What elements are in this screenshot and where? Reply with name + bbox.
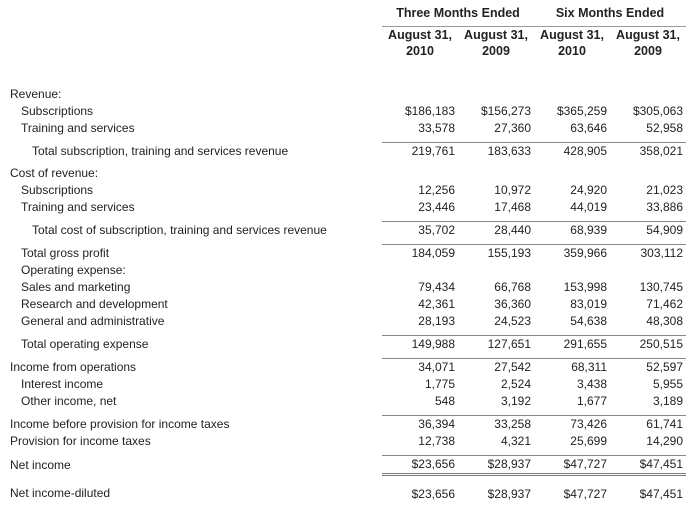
row-label: Total operating expense bbox=[21, 337, 149, 351]
col-header-year: 2009 bbox=[634, 44, 662, 58]
cell-value: $365,259 bbox=[556, 104, 607, 118]
row-label: Provision for income taxes bbox=[10, 434, 151, 449]
cell-value: 359,966 bbox=[534, 245, 610, 263]
cell-value: 3,189 bbox=[652, 394, 683, 408]
total-row bbox=[10, 416, 686, 434]
cell-value: 183,633 bbox=[458, 143, 534, 166]
row-label: General and administrative bbox=[21, 314, 165, 329]
col-header-date: August 31, bbox=[540, 28, 604, 42]
cell-value: 2,524 bbox=[500, 377, 531, 391]
cell-value: 28,440 bbox=[458, 222, 534, 245]
cell-value: 4,321 bbox=[500, 434, 531, 448]
cell-value: 36,394 bbox=[382, 416, 458, 434]
cell-value: 12,738 bbox=[418, 434, 455, 448]
col-header-date: August 31, bbox=[616, 28, 680, 42]
cell-value: 33,886 bbox=[646, 200, 683, 214]
cell-value: 155,193 bbox=[458, 245, 534, 263]
table-row bbox=[10, 393, 686, 416]
col-header-date: August 31, bbox=[388, 28, 452, 42]
cell-value: $186,183 bbox=[404, 104, 455, 118]
cell-value: 12,256 bbox=[418, 183, 455, 197]
row-label: Total cost of subscription, training and services revenue bbox=[32, 223, 327, 237]
total-row bbox=[10, 222, 686, 245]
cell-value: 42,361 bbox=[418, 297, 455, 311]
period-group-row bbox=[10, 0, 686, 27]
col-header-date: August 31, bbox=[464, 28, 528, 42]
row-label: Revenue: bbox=[10, 87, 62, 101]
cell-value: 250,515 bbox=[610, 336, 686, 359]
cell-value: 83,019 bbox=[570, 297, 607, 311]
cell-value: $156,273 bbox=[480, 104, 531, 118]
table-row bbox=[10, 199, 686, 222]
table-row bbox=[10, 182, 686, 199]
cell-value: 33,258 bbox=[458, 416, 534, 434]
table-row bbox=[10, 376, 686, 393]
cell-value: 24,920 bbox=[570, 183, 607, 197]
cell-value: 291,655 bbox=[534, 336, 610, 359]
row-label: Subscriptions bbox=[21, 183, 94, 197]
table-row bbox=[10, 296, 686, 313]
row-label: Net income bbox=[10, 457, 71, 472]
cell-value: 17,468 bbox=[494, 200, 531, 214]
cell-value: 548 bbox=[434, 394, 455, 408]
cell-value: $47,727 bbox=[534, 475, 610, 504]
cell-value: 71,462 bbox=[646, 297, 683, 311]
cell-value: 358,021 bbox=[610, 143, 686, 166]
cell-value: 1,677 bbox=[576, 394, 607, 408]
cell-value: 3,438 bbox=[576, 377, 607, 391]
cell-value: 73,426 bbox=[534, 416, 610, 434]
cell-value: 36,360 bbox=[494, 297, 531, 311]
col-header-year: 2010 bbox=[558, 44, 586, 58]
cell-value: 34,071 bbox=[382, 359, 458, 377]
cell-value: $47,451 bbox=[610, 475, 686, 504]
cell-value: 130,745 bbox=[639, 280, 683, 294]
cell-value: 61,741 bbox=[610, 416, 686, 434]
cell-value: 14,290 bbox=[646, 434, 683, 448]
cell-value: $47,727 bbox=[534, 456, 610, 475]
column-date-row bbox=[10, 27, 686, 44]
cell-value: 303,112 bbox=[610, 245, 686, 263]
row-label: Training and services bbox=[21, 121, 135, 136]
table-row bbox=[10, 103, 686, 120]
row-label: Total subscription, training and services revenue bbox=[32, 143, 289, 158]
total-row bbox=[10, 245, 686, 263]
cell-value: 35,702 bbox=[382, 222, 458, 245]
total-row bbox=[10, 359, 686, 377]
cell-value: 54,909 bbox=[610, 222, 686, 245]
cell-value: 153,998 bbox=[563, 280, 607, 294]
cell-value: 28,193 bbox=[418, 314, 455, 328]
cell-value: 1,775 bbox=[424, 377, 455, 391]
row-label: Interest income bbox=[21, 377, 104, 391]
row-label: Cost of revenue: bbox=[10, 166, 99, 180]
cell-value: 21,023 bbox=[646, 183, 683, 197]
total-row bbox=[10, 336, 686, 359]
table-row bbox=[10, 279, 686, 296]
cell-value: 428,905 bbox=[534, 143, 610, 166]
cell-value: 10,972 bbox=[494, 183, 531, 197]
cell-value: 54,638 bbox=[570, 314, 607, 328]
cell-value: 24,523 bbox=[494, 314, 531, 328]
cell-value: 25,699 bbox=[570, 434, 607, 448]
col-header-year: 2010 bbox=[406, 44, 434, 58]
table-row bbox=[10, 313, 686, 336]
cell-value: $23,656 bbox=[382, 456, 458, 475]
cell-value: 44,019 bbox=[570, 200, 607, 214]
cell-value: 68,939 bbox=[534, 222, 610, 245]
cell-value: 79,434 bbox=[418, 280, 455, 294]
cell-value: 184,059 bbox=[382, 245, 458, 263]
row-label: Income from operations bbox=[10, 359, 137, 374]
row-label: Subscriptions bbox=[21, 104, 94, 118]
cell-value: 66,768 bbox=[494, 280, 531, 294]
cell-value: 33,578 bbox=[418, 121, 455, 135]
cell-value: $305,063 bbox=[632, 104, 683, 118]
row-label: Net income-diluted bbox=[10, 486, 111, 501]
net-income-row bbox=[10, 456, 686, 475]
cell-value: 127,651 bbox=[458, 336, 534, 359]
cell-value: $23,656 bbox=[382, 475, 458, 504]
table-row bbox=[10, 120, 686, 143]
row-label: Other income, net bbox=[21, 394, 117, 409]
cell-value: 68,311 bbox=[534, 359, 610, 377]
row-label: Income before provision for income taxes bbox=[10, 416, 230, 431]
row-label: Total gross profit bbox=[21, 245, 110, 260]
section-header-cost-of-revenue bbox=[10, 165, 686, 182]
net-income-diluted-row bbox=[10, 475, 686, 504]
row-label: Research and development bbox=[21, 297, 168, 311]
cell-value: 27,542 bbox=[458, 359, 534, 377]
cell-value: $47,451 bbox=[610, 456, 686, 475]
cell-value: 3,192 bbox=[500, 394, 531, 408]
cell-value: $28,937 bbox=[458, 475, 534, 504]
cell-value: 27,360 bbox=[494, 121, 531, 135]
table-row bbox=[10, 433, 686, 456]
group-three-months: Three Months Ended bbox=[382, 0, 534, 27]
column-year-row bbox=[10, 43, 686, 62]
cell-value: $28,937 bbox=[458, 456, 534, 475]
group-six-months: Six Months Ended bbox=[534, 0, 686, 27]
cell-value: 52,597 bbox=[610, 359, 686, 377]
row-label: Sales and marketing bbox=[21, 280, 131, 294]
row-label: Training and services bbox=[21, 200, 135, 215]
cell-value: 63,646 bbox=[570, 121, 607, 135]
cell-value: 219,761 bbox=[382, 143, 458, 166]
section-header-operating-expense bbox=[10, 262, 686, 279]
cell-value: 48,308 bbox=[646, 314, 683, 328]
cell-value: 149,988 bbox=[382, 336, 458, 359]
section-header-revenue bbox=[10, 86, 686, 103]
cell-value: 5,955 bbox=[652, 377, 683, 391]
cell-value: 52,958 bbox=[646, 121, 683, 135]
total-row bbox=[10, 143, 686, 166]
col-header-year: 2009 bbox=[482, 44, 510, 58]
cell-value: 23,446 bbox=[418, 200, 455, 214]
income-statement-table bbox=[10, 0, 686, 503]
row-label: Operating expense: bbox=[21, 263, 126, 277]
